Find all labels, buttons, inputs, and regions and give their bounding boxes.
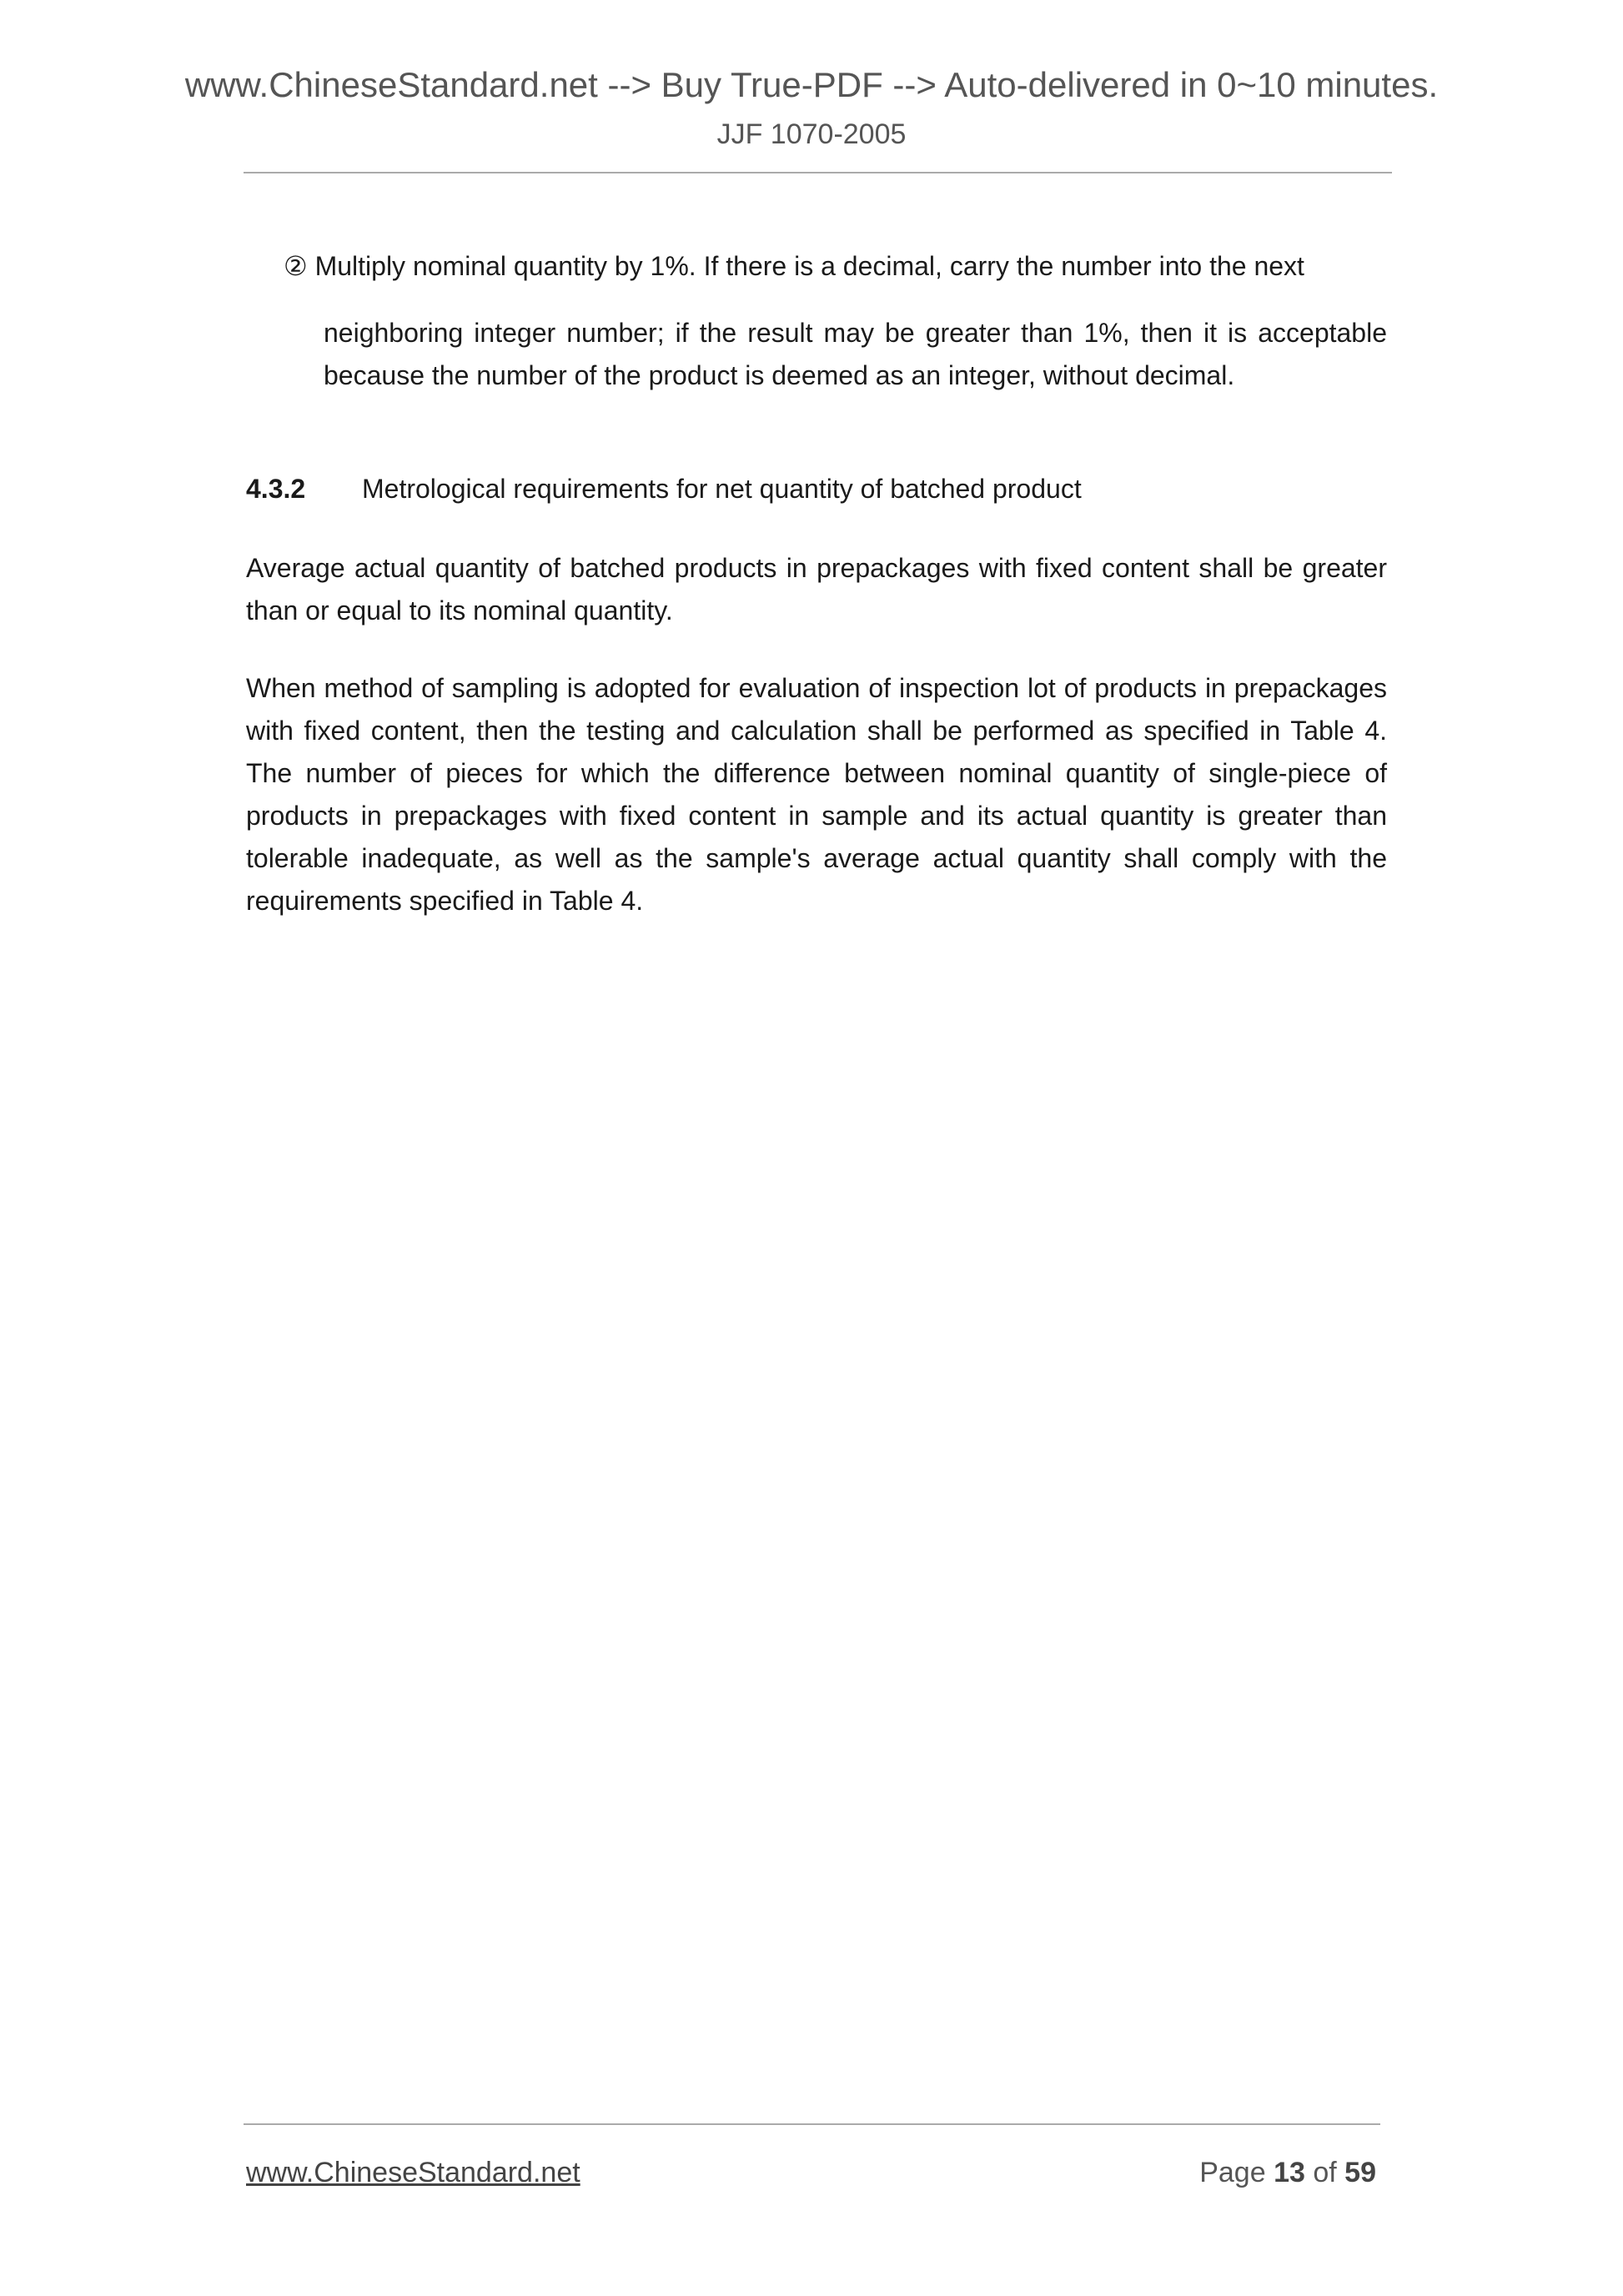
header-divider [244, 172, 1392, 173]
page-of-label: of [1313, 2157, 1337, 2188]
list-item-first-line [284, 250, 1387, 282]
section-heading [246, 474, 1082, 505]
paragraph: When method of sampling is adopted for evaluation of inspection lot of products in prepackages with fixed content, then the testing and calculation shall be performed as specified in Table 4. The number of pieces for which the difference between nominal quantity of single-piece of products in prepackages with fixed content in sample and its actual quantity is greater than tolerable inadequate, as well as the sample's average actual quantity shall comply with the requirements specified in Table 4. [246, 673, 1387, 916]
list-item-continuation: neighboring integer number; if the result may be greater than 1%, then it is acceptable because the number of the product is deemed as an integer, without decimal. [324, 318, 1387, 390]
header-banner: www.ChineseStandard.net --> Buy True-PDF --> Auto-delivered in 0~10 minutes. [184, 65, 1439, 104]
footer-divider [244, 2123, 1380, 2125]
item-marker: ② [284, 251, 308, 281]
page-indicator [1199, 2157, 1376, 2189]
section-title: Metrological requirements for net quantity of batched product [362, 474, 1082, 504]
footer-website-link[interactable]: www.ChineseStandard.net [246, 2157, 580, 2188]
item-text: Multiply nominal quantity by 1%. If there is a decimal, carry the number into the next [314, 251, 1304, 281]
document-id: JJF 1070-2005 [716, 118, 907, 150]
total-pages: 59 [1344, 2157, 1376, 2188]
paragraph: Average actual quantity of batched products in prepackages with fixed content shall be greater than or equal to its nominal quantity. [246, 553, 1387, 625]
page-label: Page [1199, 2157, 1266, 2188]
current-page: 13 [1274, 2157, 1305, 2188]
section-number: 4.3.2 [246, 474, 306, 504]
